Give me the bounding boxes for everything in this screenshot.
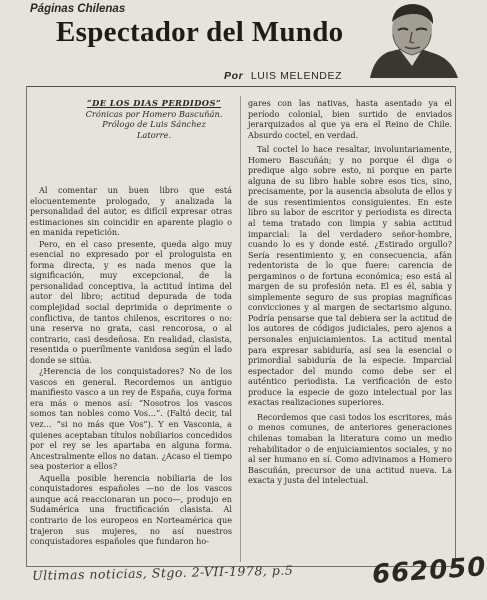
book-title: “DE LOS DIAS PERDIDOS” bbox=[86, 98, 222, 108]
paragraph: gares con las nativas, hasta asentado ya el período colonial, bien surtido de enviados jerarquizados al que ya era el Reino de Chile. Absurdo coctel, en verdad. bbox=[248, 98, 452, 140]
column-divider bbox=[240, 96, 241, 562]
byline bbox=[224, 70, 342, 82]
frame-left bbox=[26, 86, 27, 566]
paragraph: Pero, en el caso presente, queda algo muy esencial no expresado por el prologuista en forma directa, y es nada menos que la significación, muy excepcional, de la personalidad conceptiva, la actitud íntima del autor del libro; actitud depurada de toda complejidad social deprimida o deprimente o conflictiva, de tantos chilenos, escritores o no: una reserva no grata, casi rencorosa, o al contrario, casi desdeñosa. En realidad, clasista, resentida o puerílmente vanidosa según el lado donde se sitúa. bbox=[30, 238, 232, 365]
article-title: Espectador del Mundo bbox=[56, 16, 344, 48]
left-column bbox=[30, 185, 232, 547]
author-name: LUIS MELENDEZ bbox=[250, 70, 343, 82]
paragraph: ¿Herencia de los conquistadores? No de los vascos en general. Recordemos un antiguo manifiesto vasco a un rey de España, cuya forma era más o menos así: “Nosotros los vascos somos tan nobles como Vos…”. (Faltó decir, tal vez… “si no más que Vos”). Y en Vasconia, a quienes aceptaban títulos nobiliarios concedidos por el rey se les apartaba en alguna forma. Ancestralmente ellos no datan. ¿Acaso el tiempo sea posterior a ellos? bbox=[30, 366, 232, 472]
paragraph: Tal coctel lo hace resaltar, involuntariamente, Homero Bascuñán; y no porque él diga o predique algo sobre esto, ni porque en parte alguna de su libro hable sobre esos tics, sino, precisamente, por la ausencia absoluta de ellos y de sus resentimientos consiguientes. En este libro su labor de escritor y periodista es directa al tema tratado con limpia y sabia actitud imparcial: la del verdadero señor-hombre, cuando lo es y donde esté. ¿Estirado orgullo? Sería resentimiento y, en consecuencia, afán redentorista de lo que fuere: carencia de pergaminos o de fortuna económica; eso está al margen de su profesión neta. El es él, sabia y simplemente seguro de sus propias magníficas convicciones y al margen de sectarismo alguno. Podría pensarse que tal debiera ser la actitud de los autores de códigos judiciales, pero ajenos a personales enjuiciamientos. La actitud mental para expresar sabiduría, así sea la esencial o primordial sabiduría de la especie. Imparcial espectador del mundo como debe ser el auténtico periodista. La verificación de esto produce la especie de gozo intelectual por las exactas realizaciones superiores. bbox=[248, 144, 452, 408]
archive-stamp-number: 662050 bbox=[371, 552, 487, 590]
paragraph: Aquella posible herencia nobiliaria de los conquistadores españoles —no de los vascos aunque acá reaccionaran un poco—, produjo en Sudamérica una fructificación clasista. Al contrario de los europeos en Norteamérica que trajeron sus mujeres, no así nuestros conquistadores españoles que fundaron ho- bbox=[30, 472, 232, 547]
right-column bbox=[248, 98, 452, 486]
paragraph: Recordemos que casi todos los escritores, más o menos comunes, de anteriores generaciones chilenas tomaban la literatura como un medio rehabilitador o de enjuiciamientos sociales, y no al ser humano en sí. Como adivinamos a Homero Bascuñán, precursor de una actitud nueva. La exacta y justa del intelectual. bbox=[248, 411, 452, 486]
frame-right bbox=[455, 86, 456, 566]
book-credits: Crónicas por Homero Bascuñán. Prólogo de Luis Sánchez Latorre. bbox=[85, 108, 223, 140]
author-portrait bbox=[360, 0, 463, 78]
portrait-illustration bbox=[360, 0, 463, 78]
frame-top bbox=[26, 86, 456, 87]
handwritten-source-note: Ultimas noticias, Stgo. 2-VII-1978, p.5 bbox=[32, 562, 294, 583]
byline-prefix: Por bbox=[224, 70, 244, 82]
paragraph: Al comentar un buen libro que está elocuentemente prologado, y analizada la personalidad del autor, es difícil expresar otras estimaciones sin coincidir en aparente plagio o en manida repetición. bbox=[30, 185, 232, 238]
section-heading: Páginas Chilenas bbox=[30, 3, 126, 15]
book-reference bbox=[84, 98, 224, 140]
